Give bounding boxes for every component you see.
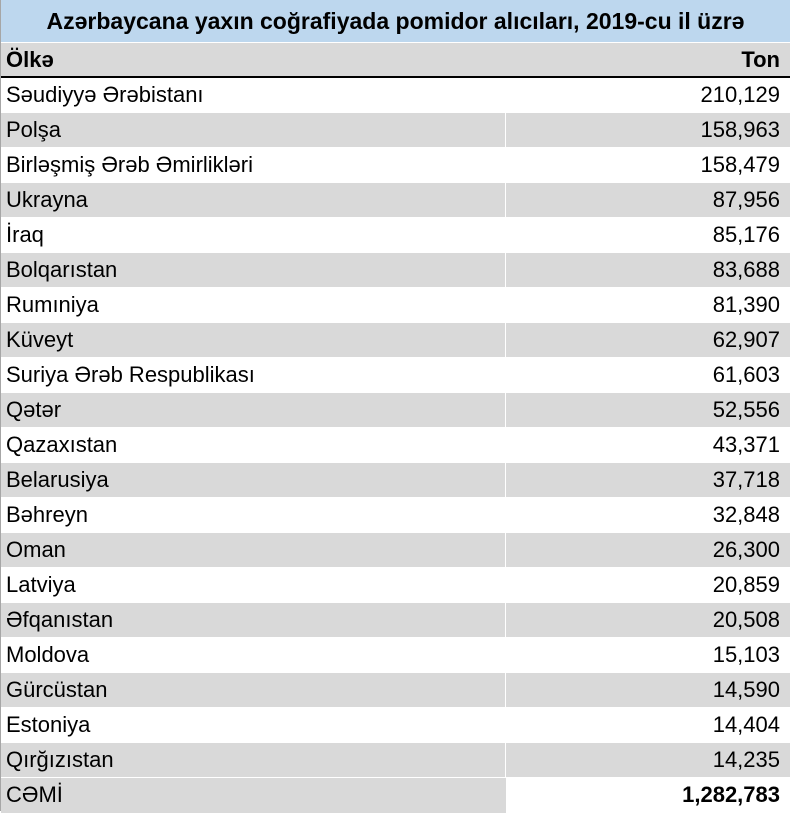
table-row [1,357,790,392]
column-header-country[interactable]: Ölkə [1,43,505,77]
table-row [1,602,790,637]
table-title: Azərbaycana yaxın coğrafiyada pomidor alıcıları, 2019-cu il üzrə [1,0,790,43]
table-row [1,112,790,147]
ton-cell[interactable]: 158,963 [505,112,790,147]
ton-cell[interactable]: 85,176 [505,217,790,252]
country-cell[interactable]: Qazaxıstan [1,427,505,462]
table-row [1,637,790,672]
ton-cell[interactable]: 62,907 [505,322,790,357]
country-cell[interactable]: Rumıniya [1,287,505,322]
country-cell[interactable]: Birləşmiş Ərəb Əmirlikləri [1,147,505,182]
table-row [1,287,790,322]
ton-cell[interactable]: 61,603 [505,357,790,392]
table-body [1,77,790,777]
ton-cell[interactable]: 26,300 [505,532,790,567]
table-row [1,147,790,182]
tomato-buyers-table [1,43,790,813]
country-cell[interactable]: Gürcüstan [1,672,505,707]
table-row [1,707,790,742]
total-label[interactable]: CƏMİ [1,777,505,813]
table-row [1,462,790,497]
ton-cell[interactable]: 210,129 [505,77,790,112]
table-row [1,672,790,707]
table-row [1,322,790,357]
ton-cell[interactable]: 81,390 [505,287,790,322]
table-row [1,497,790,532]
table-row [1,217,790,252]
header-row [1,43,790,77]
table-row [1,742,790,777]
country-cell[interactable]: Moldova [1,637,505,672]
total-row [1,777,790,813]
country-cell[interactable]: Küveyt [1,322,505,357]
ton-cell[interactable]: 158,479 [505,147,790,182]
country-cell[interactable]: Səudiyyə Ərəbistanı [1,77,505,112]
country-cell[interactable]: Latviya [1,567,505,602]
ton-cell[interactable]: 87,956 [505,182,790,217]
ton-cell[interactable]: 32,848 [505,497,790,532]
ton-cell[interactable]: 20,508 [505,602,790,637]
table-row [1,392,790,427]
column-header-ton[interactable]: Ton [505,43,790,77]
table-row [1,182,790,217]
country-cell[interactable]: Bolqarıstan [1,252,505,287]
country-cell[interactable]: Qətər [1,392,505,427]
ton-cell[interactable]: 37,718 [505,462,790,497]
table-row [1,532,790,567]
table-row [1,427,790,462]
table-row [1,567,790,602]
country-cell[interactable]: Oman [1,532,505,567]
table-row [1,252,790,287]
ton-cell[interactable]: 14,235 [505,742,790,777]
ton-cell[interactable]: 83,688 [505,252,790,287]
country-cell[interactable]: Bəhreyn [1,497,505,532]
country-cell[interactable]: Əfqanıstan [1,602,505,637]
ton-cell[interactable]: 20,859 [505,567,790,602]
country-cell[interactable]: Qırğızıstan [1,742,505,777]
ton-cell[interactable]: 14,404 [505,707,790,742]
country-cell[interactable]: Ukrayna [1,182,505,217]
ton-cell[interactable]: 15,103 [505,637,790,672]
ton-cell[interactable]: 43,371 [505,427,790,462]
country-cell[interactable]: Suriya Ərəb Respublikası [1,357,505,392]
ton-cell[interactable]: 52,556 [505,392,790,427]
country-cell[interactable]: Estoniya [1,707,505,742]
country-cell[interactable]: Belarusiya [1,462,505,497]
country-cell[interactable]: İraq [1,217,505,252]
ton-cell[interactable]: 14,590 [505,672,790,707]
table-row [1,77,790,112]
total-value[interactable]: 1,282,783 [505,777,790,813]
country-cell[interactable]: Polşa [1,112,505,147]
